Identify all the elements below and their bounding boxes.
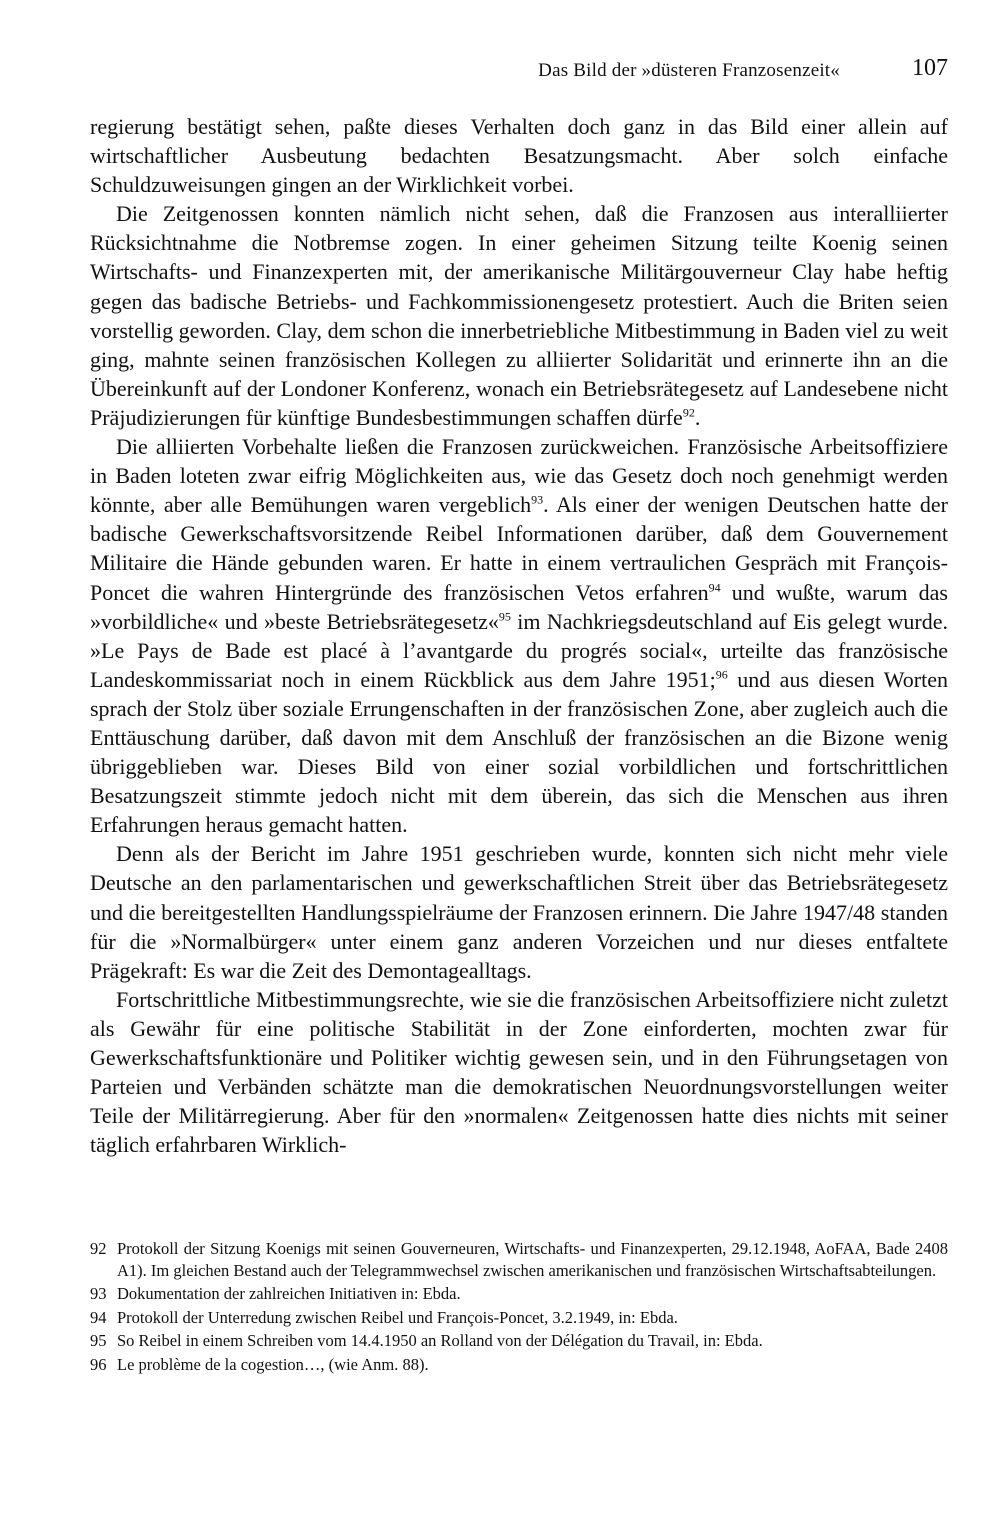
footnote [90,1330,948,1352]
footnote-ref: 96 [715,667,728,682]
paragraph-text: . Als einer der wenigen Deutschen hatte der badische Gewerkschaftsvorsitzende Reibel Informationen darüber, daß dem Gouvernement Militaire die Hände gebunden waren. Er hatte in einem vertraulichen Gespräch mit François-Poncet die wahren Hintergründe des französischen Vetos erfahren [90,492,949,605]
footnote-text: Protokoll der Sitzung Koenigs mit seinen Gouverneuren, Wirtschafts- und Finanzexperten, 29.12.1948, AoFAA, Bade 2408 A1). Im gleichen Bestand auch der Telegrammwechsel zwischen amerikanischen und französischen Wirtschaftsabteilungen. [117,1239,948,1280]
footnote [90,1238,948,1281]
paragraph-text: und aus diesen Worten sprach der Stolz über soziale Errungenschaften in der französischen Zone, aber zugleich auch die Enttäuschung darüber, daß davon mit dem Anschluß der französischen an die Bizone wenig übriggeblieben war. Dieses Bild von einer sozial vorbildlichen und fortschrittlichen Besatzungszeit stimmte jedoch nicht mit dem überein, das sich die Menschen aus ihren Erfahrungen heraus gemacht hatten. [90,666,948,838]
footnote-ref: 94 [708,580,721,595]
page-number: 107 [912,55,948,81]
paragraph-text: und wußte, warum das »vorbildliche« und »beste Betriebsrätegesetz« [90,579,948,634]
footnote-number: 96 [90,1354,107,1374]
body-paragraph [90,199,948,432]
footnote-number: 93 [90,1284,107,1303]
body-paragraph [90,432,948,839]
paragraph-text: Denn als der Bericht im Jahre 1951 geschrieben wurde, konnten sich nicht mehr viele Deutsche an den parlamentarischen und gewerkschaftlichen Streit über das Betriebsrätegesetz und die bereitgestellten Handlungsspielräume der Franzosen erinnern. Die Jahre 1947/48 standen für die »Normalbürger« unter einem ganz anderen Vorzeichen und nur dieses entfaltete Prägekraft: Es war die Zeit des Demontagealltags. [90,841,948,983]
footnote [90,1283,948,1305]
footnote [90,1307,948,1329]
body-paragraph [90,112,948,199]
paragraph-text: im Nachkriegsdeutschland auf Eis gelegt wurde. »Le Pays de Bade est placé à l’avantgarde du progrés social«, urteilte das französische Landeskommissariat noch in einem Rückblick aus dem Jahre 1951; [90,608,949,692]
running-title: Das Bild der »düsteren Franzosenzeit« [538,60,840,81]
paragraph-text: Fortschrittliche Mitbestimmungsrechte, wie sie die französischen Arbeitsoffiziere nicht zuletzt als Gewähr für eine politische Stabilität in der Zone einforderten, mochten zwar für Gewerkschaftsfunktionäre und Politiker wichtig gewesen sein, und in den Führungsetagen von Parteien und Verbänden schätzte man die demokratischen Neuordnungsvorstellungen weiter Teile der Militärregierung. Aber für den »normalen« Zeitgenossen hatte dies nichts mit seiner täglich erfahrbaren Wirklich- [90,986,948,1158]
footnote-number: 92 [90,1239,107,1258]
footnote-text: Protokoll der Unterredung zwischen Reibel und François-Poncet, 3.2.1949, in: Ebda. [117,1307,678,1327]
body-paragraph [90,985,948,1160]
footnote-text: Le problème de la cogestion…, (wie Anm. 88). [117,1354,429,1374]
footnotes [90,1238,948,1377]
running-head [90,55,948,88]
paragraph-text: regierung bestätigt sehen, paßte dieses Verhalten doch ganz in das Bild einer allein auf wirtschaftlicher Ausbeutung bedachten Besatzungsmacht. Aber solch einfache Schuldzuweisungen gingen an der Wirklichkeit vorbei. [90,114,948,198]
footnote-number: 94 [90,1307,107,1327]
footnote-ref: 93 [531,492,544,507]
paragraph-text: . [694,404,701,430]
body-text [90,112,948,1159]
footnote-ref: 95 [498,609,511,624]
footnote-number: 95 [90,1331,107,1350]
footnote-ref: 92 [682,405,695,420]
body-paragraph [90,839,948,984]
paragraph-text: Die Zeitgenossen konnten nämlich nicht sehen, daß die Franzosen aus interalliierter Rücksichtnahme die Notbremse zogen. In einer geheimen Sitzung teilte Koenig seinen Wirtschafts- und Finanzexperten mit, der amerikanische Militärgouverneur Clay habe heftig gegen das badische Betriebs- und Fachkommissionengesetz protestiert. Auch die Briten seien vorstellig geworden. Clay, dem schon die innerbetriebliche Mitbestimmung in Baden viel zu weit ging, mahnte seinen französischen Kollegen zu alliierter Solidarität und erinnerte ihn an die Übereinkunft auf der Londoner Konferenz, wonach ein Betriebsrätegesetz auf Landesebene nicht Präjudizierungen für künftige Bundesbestimmungen schaffen dürfe [90,201,948,430]
footnote [90,1354,948,1376]
paragraph-text: Die alliierten Vorbehalte ließen die Franzosen zurückweichen. Französische Arbeitsoffiziere in Baden loteten zwar eifrig Möglichkeiten aus, wie das Gesetz doch noch genehmigt werden könnte, aber alle Bemühungen waren vergeblich [90,434,948,518]
footnote-text: Dokumentation der zahlreichen Initiativen in: Ebda. [117,1284,461,1303]
footnote-text: So Reibel in einem Schreiben vom 14.4.1950 an Rolland von der Délégation du Travail, in: Ebda. [117,1331,763,1350]
